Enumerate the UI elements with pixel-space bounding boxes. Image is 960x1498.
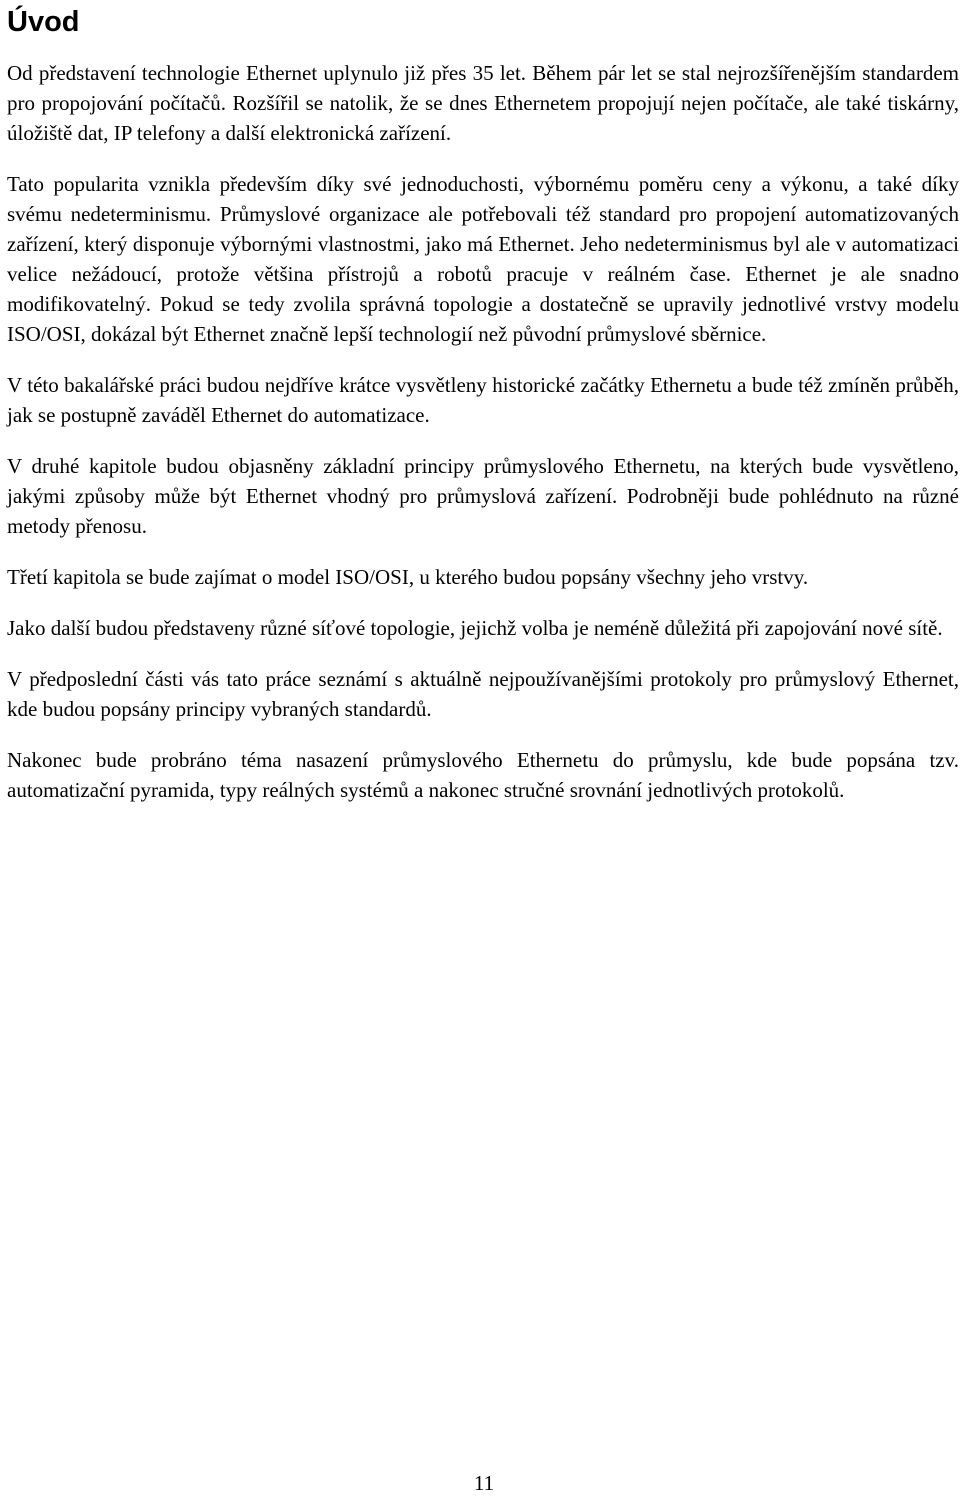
paragraph-7: V předposlední části vás tato práce seznámí s aktuálně nejpoužívanějšími protokoly pro průmyslový Ethernet, kde budou popsány principy vybraných standardů.: [7, 667, 959, 721]
paragraph-4: V druhé kapitole budou objasněny základní principy průmyslového Ethernetu, na kterých bude vysvětleno, jakými způsoby může být Ethernet vhodný pro průmyslová zařízení. Podrobněji bude pohlédnuto na různé metody přenosu.: [7, 454, 959, 538]
paragraph-6: Jako další budou představeny různé síťové topologie, jejichž volba je neméně důležitá při zapojování nové sítě.: [7, 616, 943, 640]
paragraph-8: Nakonec bude probráno téma nasazení průmyslového Ethernetu do průmyslu, kde bude popsána tzv. automatizační pyramida, typy reálných systémů a nakonec stručné srovnání jednotlivých protokolů.: [7, 748, 959, 802]
paragraph-1: Od představení technologie Ethernet uplynulo již přes 35 let. Během pár let se stal nejrozšířenějším standardem pro propojování počítačů. Rozšířil se natolik, že se dnes Ethernetem propojují nejen počítače, ale také tiskárny, úložiště dat, IP telefony a další elektronická zařízení.: [7, 61, 959, 145]
paragraph-2: Tato popularita vznikla především díky své jednoduchosti, výbornému poměru ceny a výkonu, a také díky svému nedeterminismu. Průmyslové organizace ale potřebovali též standard pro propojení automatizovaných zařízení, který disponuje výbornými vlastnostmi, jako má Ethernet. Jeho nedeterminismus byl ale v automatizaci velice nežádoucí, protože většina přístrojů a robotů pracuje v reálném čase. Ethernet je ale snadno modifikovatelný. Pokud se tedy zvolila správná topologie a dostatečně se upravily jednotlivé vrstvy modelu ISO/OSI, dokázal být Ethernet značně lepší technologií než původní průmyslové sběrnice.: [7, 172, 959, 346]
paragraph-3: V této bakalářské práci budou nejdříve krátce vysvětleny historické začátky Ethernetu a bude též zmíněn průběh, jak se postupně zaváděl Ethernet do automatizace.: [7, 373, 959, 427]
paragraph-5: Třetí kapitola se bude zajímat o model ISO/OSI, u kterého budou popsány všechny jeho vrstvy.: [7, 565, 809, 589]
page-number: 11: [473, 1471, 495, 1495]
section-heading: Úvod: [7, 6, 80, 38]
body-text: [7, 58, 959, 826]
